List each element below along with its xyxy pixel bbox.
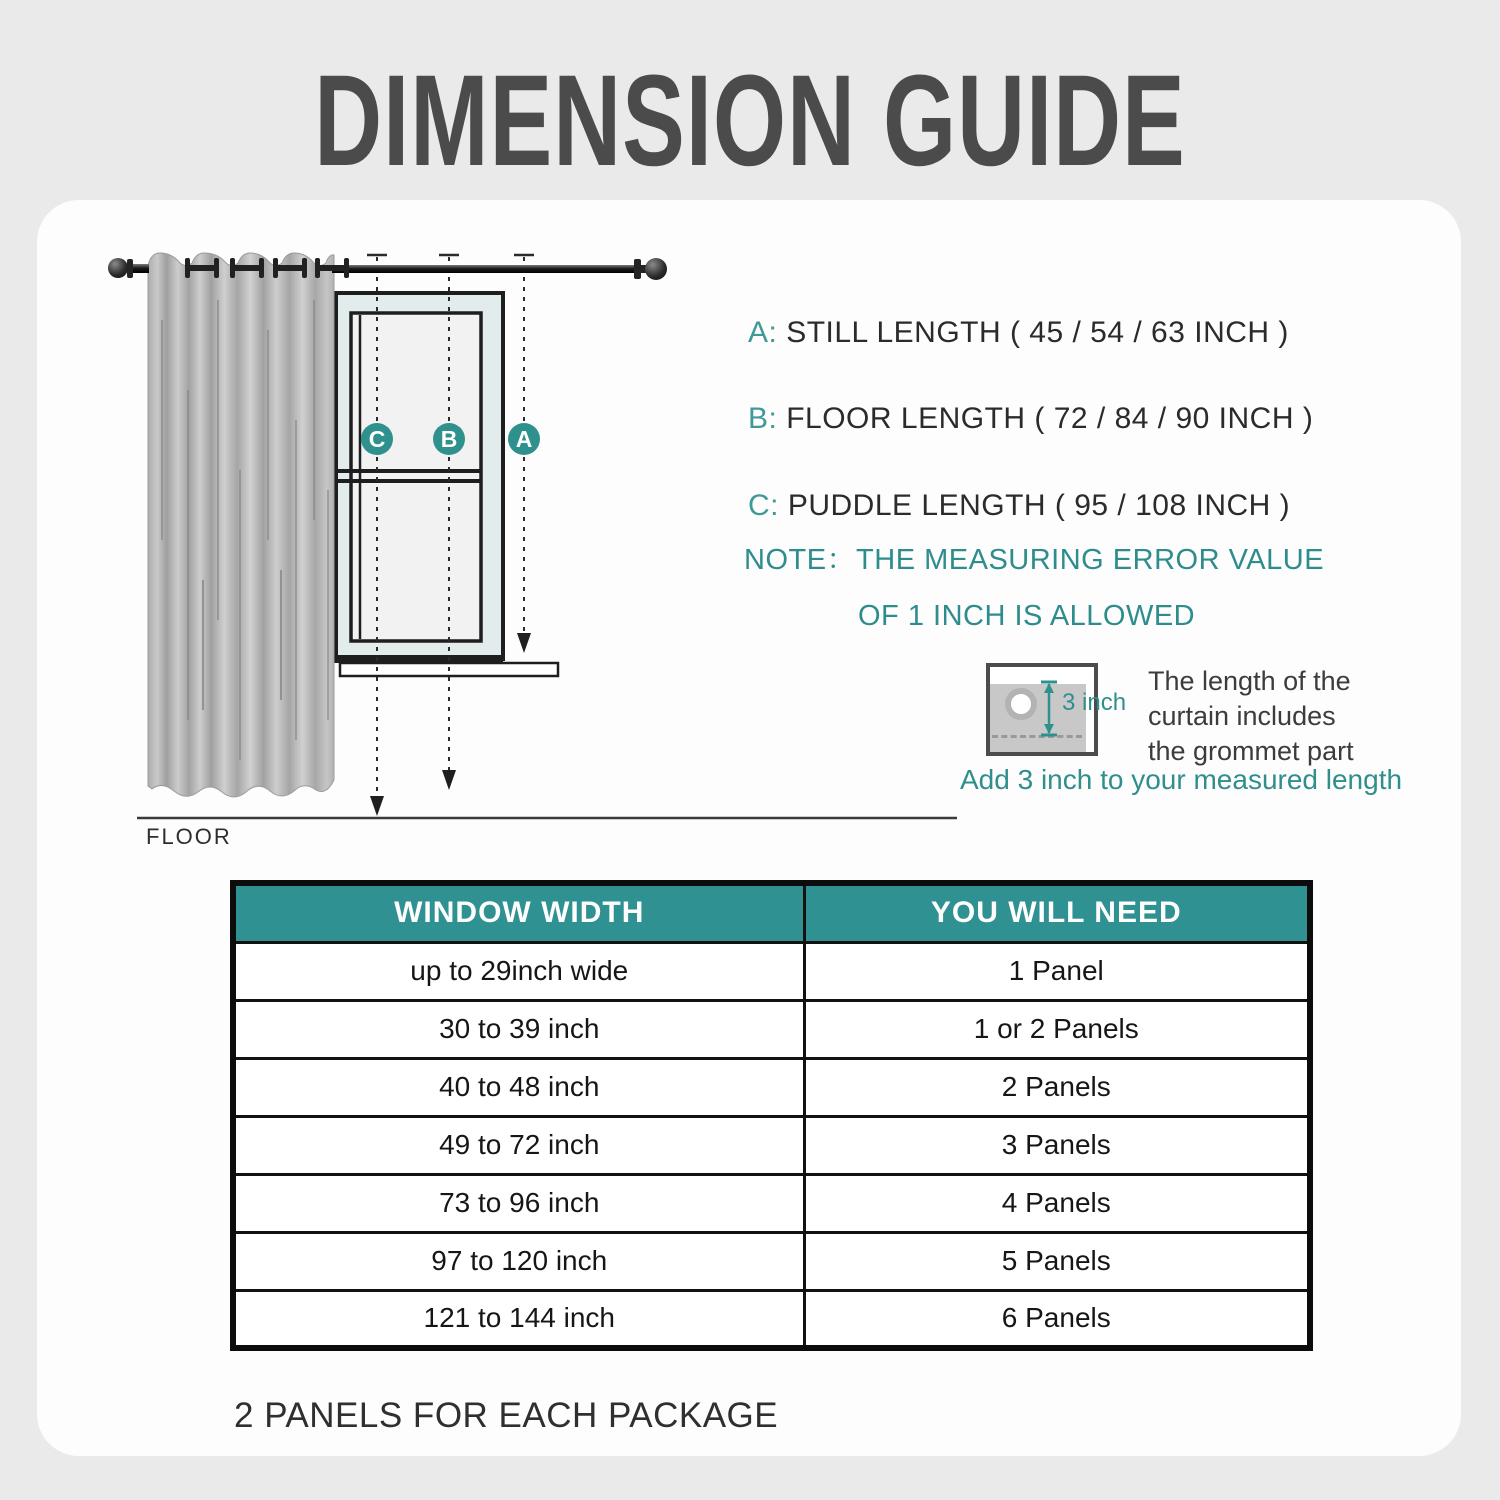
cell-panels: 6 Panels	[804, 1290, 1310, 1348]
arrowhead-a	[517, 633, 531, 653]
floor-label: FLOOR	[146, 824, 232, 849]
grommet-measure-label: 3 inch	[1062, 689, 1127, 716]
note-line-2: OF 1 INCH IS ALLOWED	[858, 600, 1196, 632]
table-row	[233, 1232, 1310, 1290]
header-window-width: WINDOW WIDTH	[233, 883, 804, 942]
cell-panels: 1 or 2 Panels	[804, 1000, 1310, 1058]
rod-finial-right	[645, 258, 667, 280]
cell-window-width: 73 to 96 inch	[233, 1174, 804, 1232]
grommet-desc-line-1: The length of the	[1148, 666, 1351, 696]
header-you-will-need: YOU WILL NEED	[804, 883, 1310, 942]
spec-line-a	[748, 316, 1289, 350]
spec-line-b	[748, 402, 1313, 436]
table-row	[233, 1000, 1310, 1058]
measuring-note	[744, 537, 1324, 633]
grommet-desc-line-2: curtain includes	[1148, 701, 1336, 731]
rod-finial-left	[108, 258, 128, 278]
table-row	[233, 1058, 1310, 1116]
grommet-desc-line-3: the grommet part	[1148, 736, 1354, 766]
table-row	[233, 1290, 1310, 1348]
spec-text-b: FLOOR LENGTH ( 72 / 84 / 90 INCH )	[786, 402, 1314, 435]
marker-letter-a: A	[515, 426, 533, 452]
cell-window-width: up to 29inch wide	[233, 942, 804, 1000]
grommet-measure-arrow-icon	[1038, 678, 1060, 740]
cell-panels: 1 Panel	[804, 942, 1310, 1000]
grommet-description	[1148, 664, 1354, 769]
panel-count-table	[230, 880, 1313, 1351]
cell-panels: 2 Panels	[804, 1058, 1310, 1116]
measure-markers	[361, 423, 540, 455]
cell-window-width: 121 to 144 inch	[233, 1290, 804, 1348]
spec-line-c	[748, 489, 1290, 523]
cell-window-width: 49 to 72 inch	[233, 1116, 804, 1174]
table-row	[233, 942, 1310, 1000]
grommet-ring-icon	[1005, 688, 1037, 720]
table-footnote: 2 PANELS FOR EACH PACKAGE	[234, 1396, 779, 1435]
arrowhead-c	[370, 796, 384, 816]
grommet-tip: Add 3 inch to your measured length	[960, 764, 1403, 795]
cell-window-width: 40 to 48 inch	[233, 1058, 804, 1116]
arrowhead-b	[442, 770, 456, 790]
spec-text-a: STILL LENGTH ( 45 / 54 / 63 INCH )	[786, 316, 1289, 349]
marker-letter-b: B	[440, 426, 458, 452]
page-title: DIMENSION GUIDE	[314, 47, 1186, 193]
marker-letter-c: C	[368, 426, 386, 452]
spec-letter-b: B:	[748, 402, 778, 435]
curtain-panel	[148, 253, 334, 797]
cell-window-width: 97 to 120 inch	[233, 1232, 804, 1290]
table-row	[233, 1116, 1310, 1174]
table-header-row	[233, 883, 1310, 942]
cell-panels: 3 Panels	[804, 1116, 1310, 1174]
rod-bar	[332, 265, 634, 273]
spec-letter-a: A:	[748, 316, 778, 349]
cell-panels: 5 Panels	[804, 1232, 1310, 1290]
grommet-stitch-line	[992, 735, 1082, 738]
cell-panels: 4 Panels	[804, 1174, 1310, 1232]
curtain-fabric	[148, 253, 334, 797]
table-row	[233, 1174, 1310, 1232]
note-line-1: NOTE：THE MEASURING ERROR VALUE	[744, 544, 1325, 576]
cell-window-width: 30 to 39 inch	[233, 1000, 804, 1058]
spec-letter-c: C:	[748, 489, 779, 522]
window-inner-frame	[351, 313, 481, 641]
spec-text-c: PUDDLE LENGTH ( 95 / 108 INCH )	[787, 489, 1291, 522]
